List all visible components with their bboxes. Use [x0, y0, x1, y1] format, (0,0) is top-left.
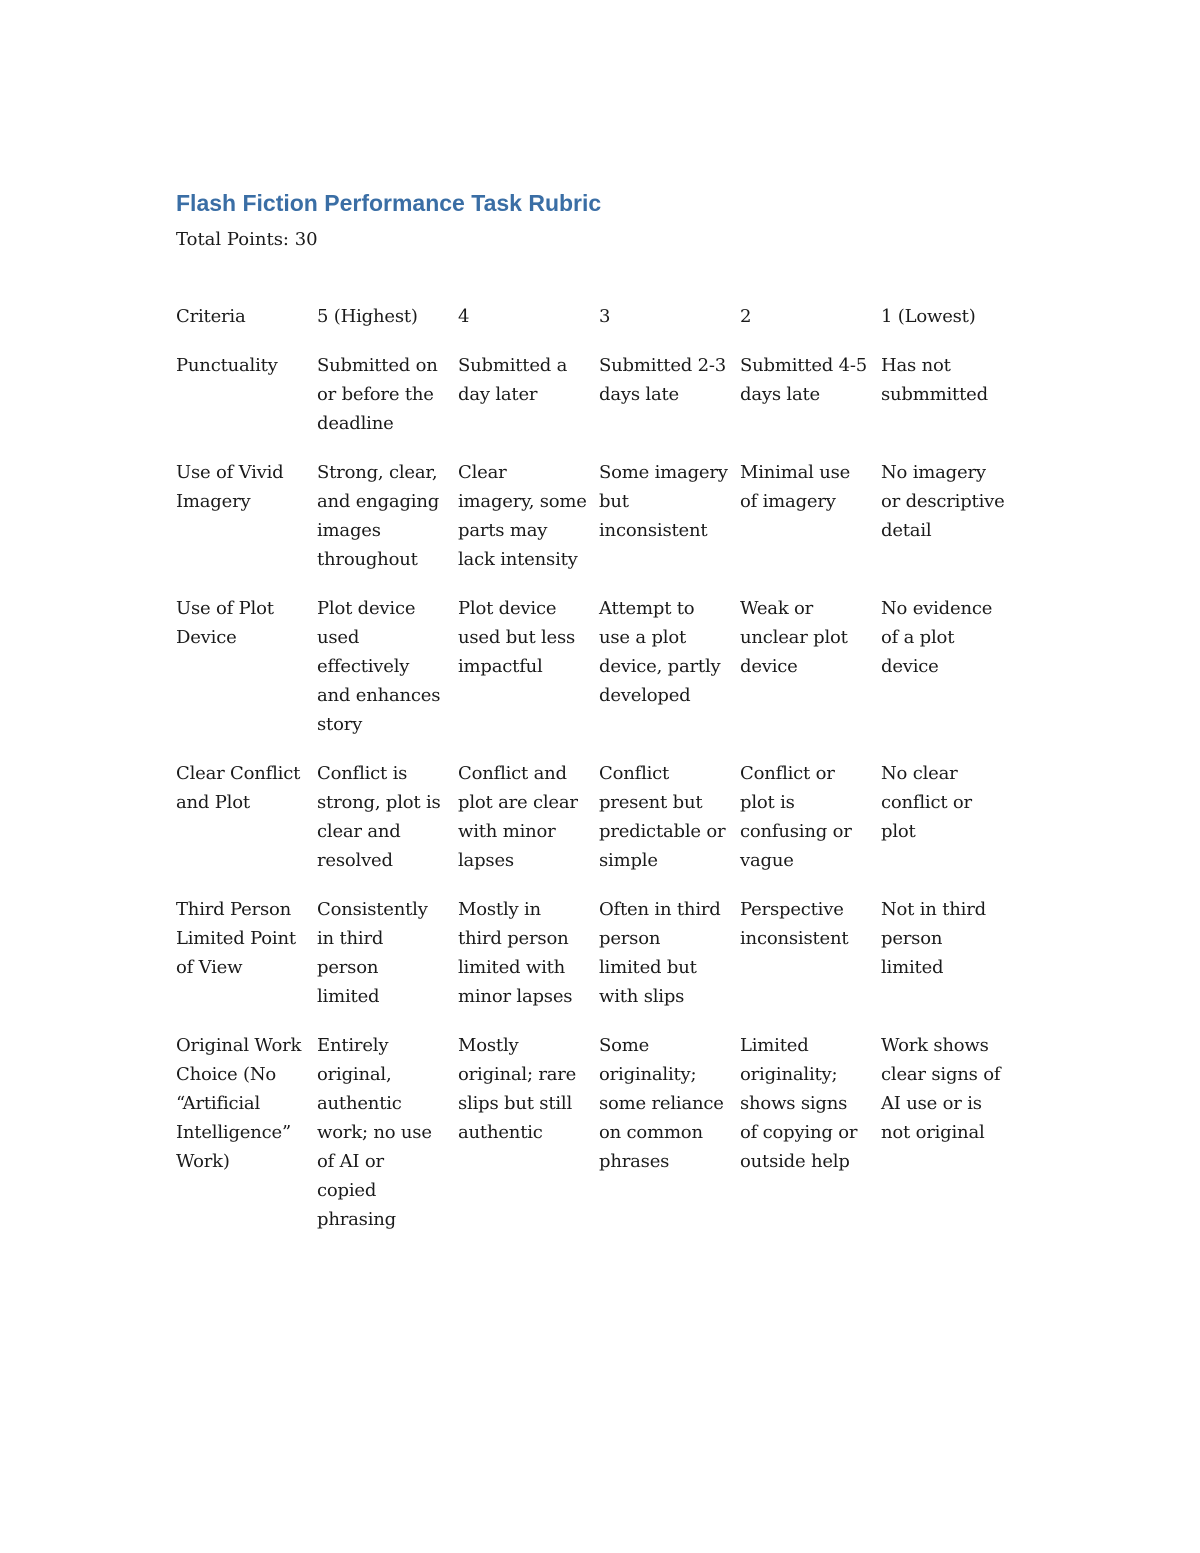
rubric-row-punctuality — [170, 351, 1016, 458]
rubric-row-point-of-view — [170, 895, 1016, 1031]
header-criteria: Criteria — [176, 306, 246, 327]
rubric-row-plot-device — [170, 594, 1016, 759]
rubric-row-original-work — [170, 1031, 1016, 1254]
score-2-cell: Minimal use of imagery — [740, 462, 851, 512]
score-1-cell: No clear conflict or plot — [881, 763, 972, 842]
score-3-cell: Some originality; some reliance on common phrases — [599, 1035, 724, 1172]
score-4-cell: Conflict and plot are clear with minor lapses — [458, 763, 578, 871]
score-5-cell: Submitted on or before the deadline — [317, 355, 438, 434]
score-2-cell: Weak or unclear plot device — [740, 598, 848, 677]
criteria-cell: Use of Plot Device — [176, 598, 274, 648]
score-3-cell: Attempt to use a plot device, partly developed — [599, 598, 721, 706]
rubric-row-conflict-plot — [170, 759, 1016, 895]
score-5-cell: Entirely original, authentic work; no use of AI or copied phrasing — [317, 1035, 432, 1230]
score-1-cell: Not in third person limited — [881, 899, 986, 978]
score-4-cell: Mostly in third person limited with minor lapses — [458, 899, 573, 1007]
score-1-cell: Has not submmitted — [881, 355, 988, 405]
score-2-cell: Submitted 4-5 days late — [740, 355, 868, 405]
score-5-cell: Strong, clear, and engaging images throughout — [317, 462, 440, 570]
criteria-cell: Clear Conflict and Plot — [176, 763, 301, 813]
score-1-cell: Work shows clear signs of AI use or is not original — [881, 1035, 1001, 1143]
rubric-row-vivid-imagery — [170, 458, 1016, 594]
score-4-cell: Mostly original; rare slips but still authentic — [458, 1035, 577, 1143]
score-3-cell: Often in third person limited but with slips — [599, 899, 721, 1007]
score-2-cell: Conflict or plot is confusing or vague — [740, 763, 852, 871]
rubric-table — [170, 302, 1016, 1254]
score-1-cell: No imagery or descriptive detail — [881, 462, 1005, 541]
header-score-4: 4 — [458, 306, 470, 327]
header-score-3: 3 — [599, 306, 611, 327]
rubric-header-row — [170, 302, 1016, 351]
header-score-2: 2 — [740, 306, 752, 327]
score-5-cell: Consistently in third person limited — [317, 899, 428, 1007]
document-title: Flash Fiction Performance Task Rubric — [176, 190, 602, 216]
score-3-cell: Some imagery but inconsistent — [599, 462, 728, 541]
score-1-cell: No evidence of a plot device — [881, 598, 993, 677]
score-3-cell: Submitted 2-3 days late — [599, 355, 727, 405]
score-2-cell: Limited originality; shows signs of copying or outside help — [740, 1035, 858, 1172]
score-4-cell: Plot device used but less impactful — [458, 598, 576, 677]
header-score-5: 5 (Highest) — [317, 306, 418, 327]
criteria-cell: Punctuality — [176, 355, 278, 376]
score-4-cell: Submitted a day later — [458, 355, 568, 405]
score-4-cell: Clear imagery, some parts may lack intensity — [458, 462, 587, 570]
criteria-cell: Third Person Limited Point of View — [176, 899, 296, 978]
score-2-cell: Perspective inconsistent — [740, 899, 849, 949]
criteria-cell: Original Work Choice (No “Artificial Intelligence” Work) — [176, 1035, 302, 1172]
score-5-cell: Plot device used effectively and enhances story — [317, 598, 441, 735]
score-5-cell: Conflict is strong, plot is clear and resolved — [317, 763, 441, 871]
criteria-cell: Use of Vivid Imagery — [176, 462, 284, 512]
score-3-cell: Conflict present but predictable or simple — [599, 763, 726, 871]
total-points-label: Total Points: 30 — [176, 229, 318, 250]
header-score-1: 1 (Lowest) — [881, 306, 976, 327]
